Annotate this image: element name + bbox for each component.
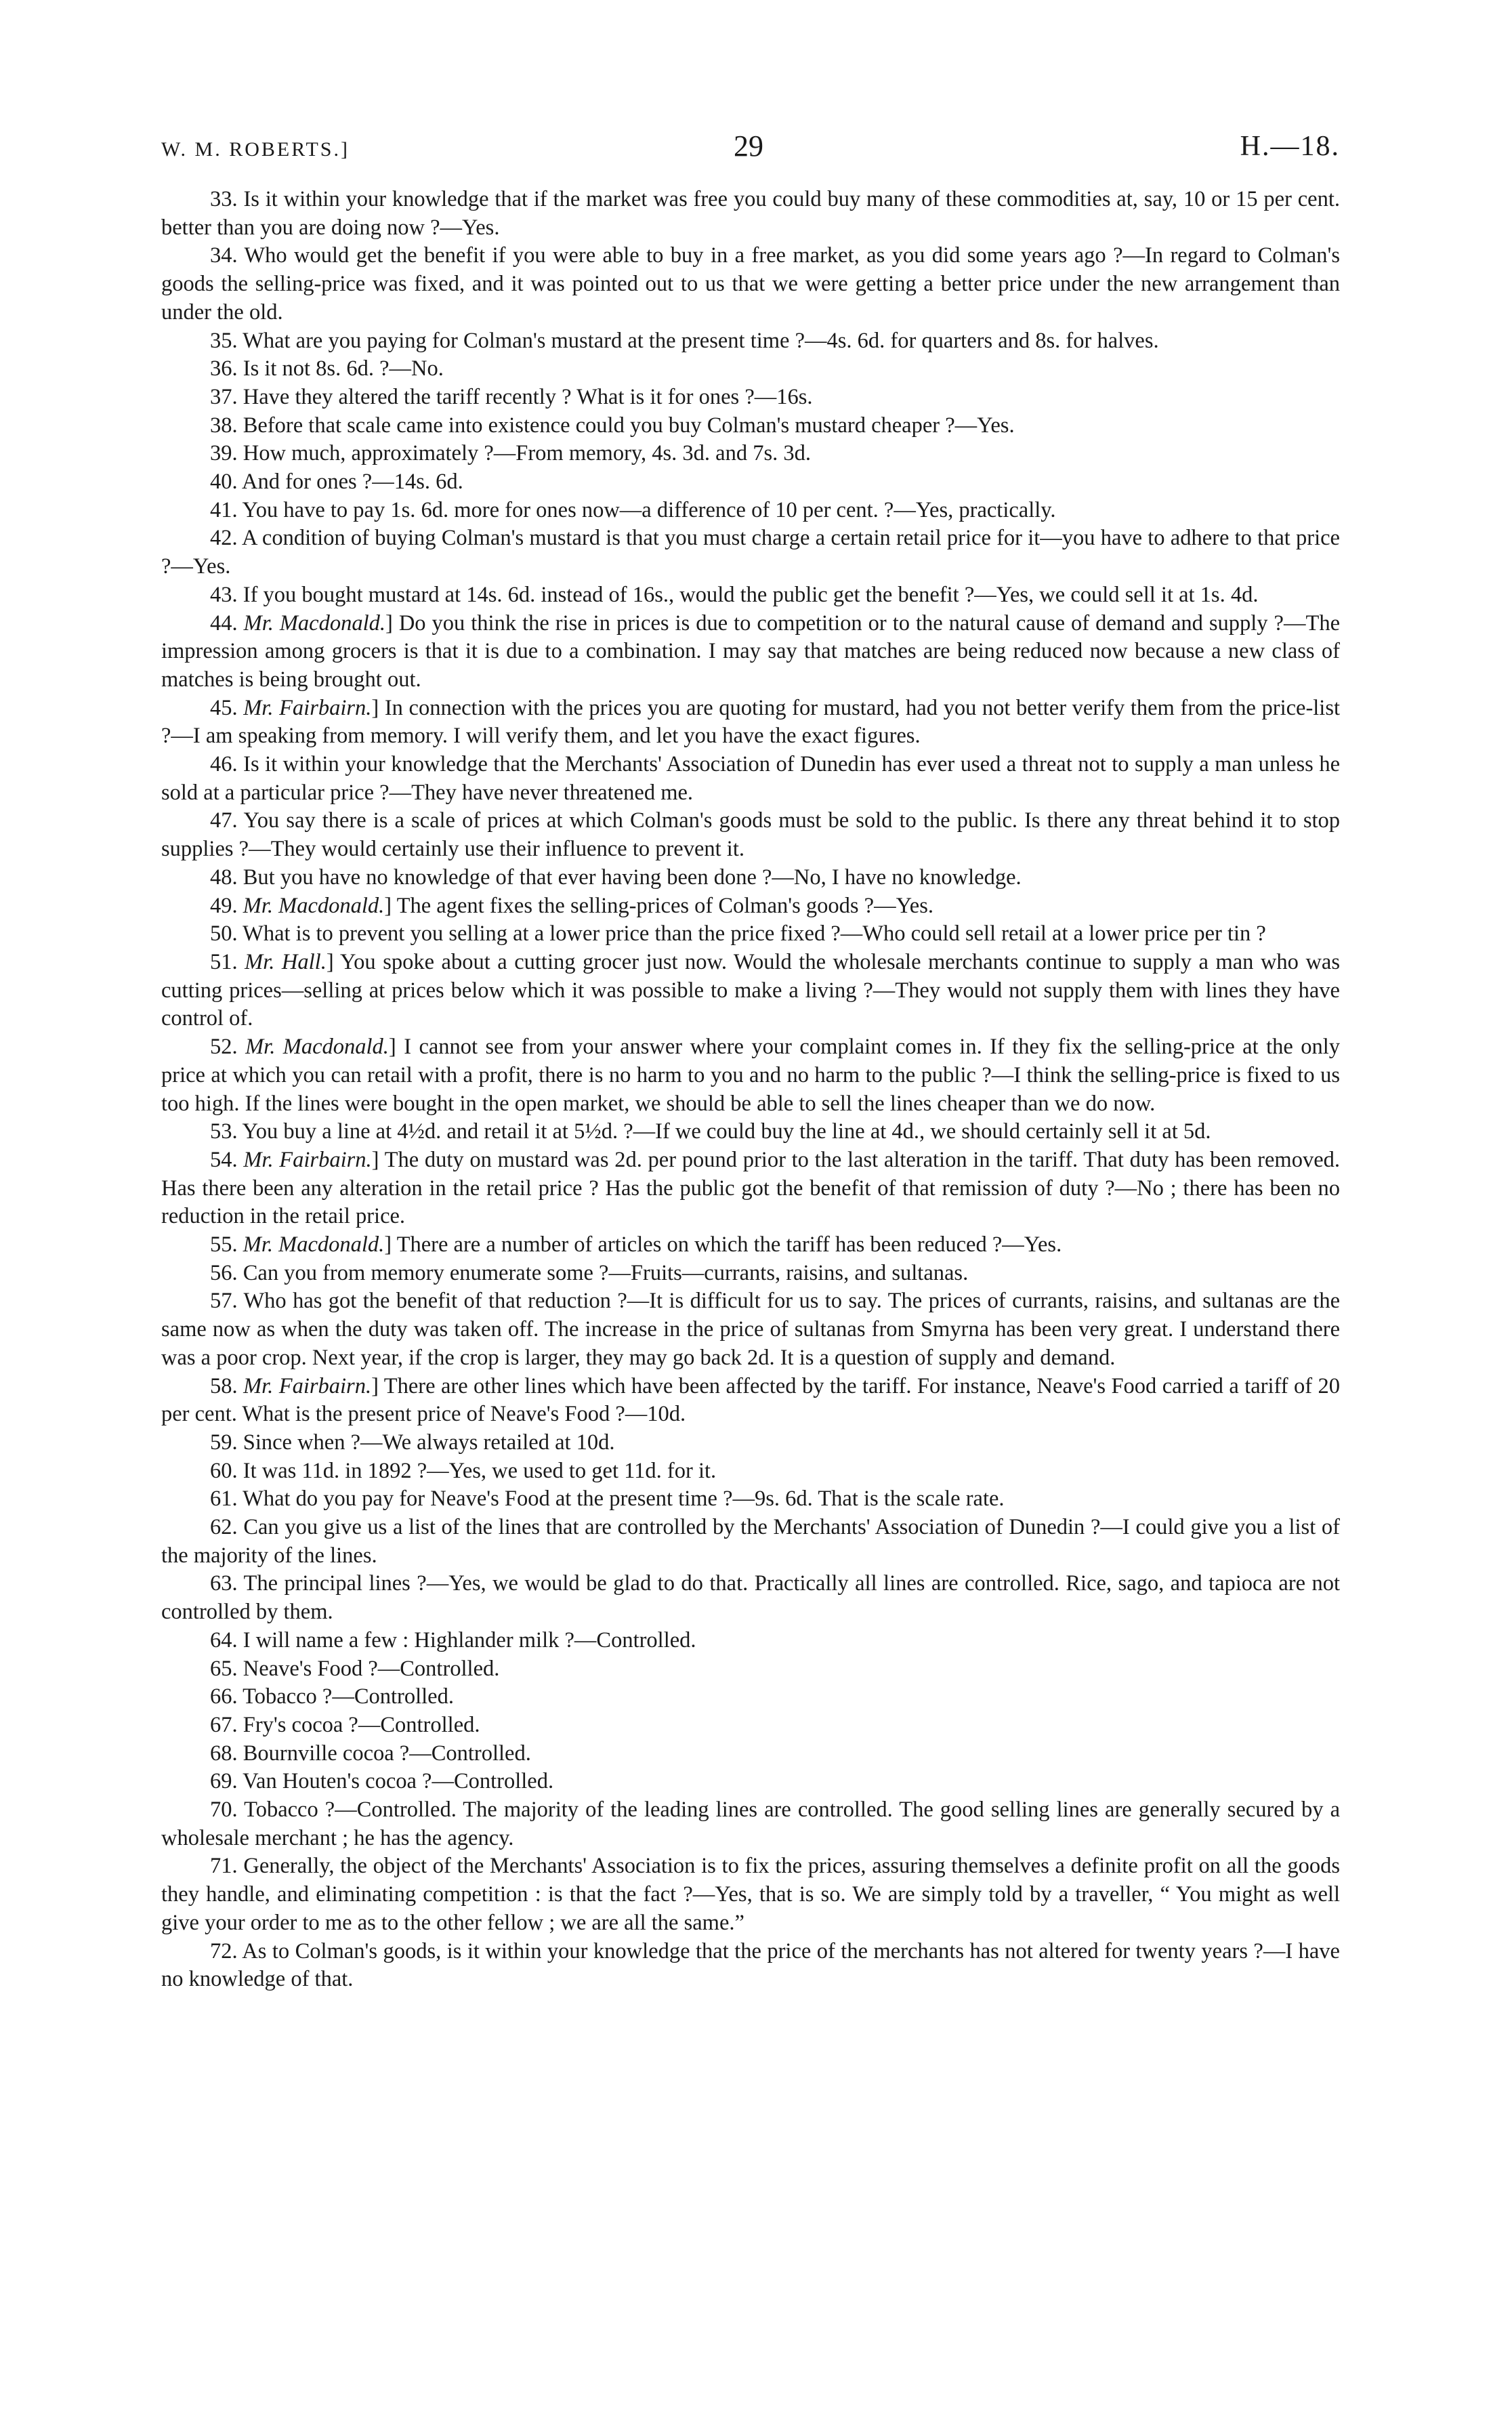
entry-text: Who would get the benefit if you were able to buy in a free market, as you did some years ago ?—In regard to Colman's goods the selling-price was fixed, and it was pointed out to us that we were getting a better price under the new arrangement than under the old. (161, 243, 1340, 325)
entry-text: Is it not 8s. 6d. ?—No. (243, 356, 444, 381)
page-number: 29 (734, 129, 763, 163)
entry-text: In connection with the prices you are quoting for mustard, had you not better verify them from the price-list ?—I am speaking from memory. I will verify them, and let you have the exact figures. (161, 695, 1341, 749)
witness-name: W. M. ROBERTS.] (161, 138, 350, 161)
entry-number: 45. (210, 695, 238, 720)
entry-number: 58. (210, 1373, 238, 1398)
testimony-entry: 49. Mr. Macdonald.] The agent fixes the selling-prices of Colman's goods ?—Yes. (210, 893, 934, 918)
testimony-entry (161, 383, 1340, 412)
testimony-entry (161, 1287, 1340, 1372)
entry-speaker: Mr. Macdonald. (243, 893, 385, 918)
entry-number: 61. (210, 1486, 238, 1512)
testimony-entry: 44. Mr. Macdonald.] Do you think the rise in prices is due to competition or to the natural cause of demand and supply ?—The impression among grocers is that it is due to a combination. I may say that matches are being reduced now because a new class of matches is being brought out. (161, 610, 1340, 692)
entry-text: Do you think the rise in prices is due to competition or to the natural cause of demand and supply ?—The impression among grocers is that it is due to a combination. I may say that matches are being reduced now because a new class of matches is being brought out. (161, 610, 1340, 692)
entry-number: 69. (210, 1769, 238, 1794)
entry-text: Generally, the object of the Merchants' Association is to fix the prices, assuring themselves a definite profit on all the goods they handle, and eliminating competition : is that the fact ?—Yes, that is so. We are simply told by a traveller, “ You might as well give your order to me as to the other fellow ; we are all the same.” (161, 1854, 1341, 1935)
entry-number: 52. (210, 1035, 238, 1060)
entry-text: What is to prevent you selling at a lower price than the price fixed ?—Who could sell retail at a lower price per tin ? (243, 921, 1266, 947)
testimony-entry (161, 751, 1340, 807)
testimony-entry (161, 1938, 1340, 1994)
testimony-entry (161, 186, 1340, 242)
testimony-entry: 58. Mr. Fairbairn.] There are other lines which have been affected by the tariff. For instance, Neave's Food carried a tariff of 20 per cent. What is the present price of Neave's Food ?—10d. (161, 1373, 1341, 1427)
entry-number: 50. (210, 921, 238, 947)
testimony-entry (161, 412, 1340, 440)
entry-number: 51. (210, 949, 238, 974)
entry-text: You have to pay 1s. 6d. more for ones now—a difference of 10 per cent. ?—Yes, practically. (242, 497, 1056, 522)
testimony-entry (161, 1457, 1340, 1486)
entry-number: 44. (210, 610, 238, 636)
entry-speaker: Mr. Fairbairn. (243, 1373, 372, 1398)
entry-number: 63. (210, 1571, 238, 1596)
entry-number: 71. (210, 1854, 238, 1879)
entry-text: And for ones ?—14s. 6d. (241, 470, 463, 495)
testimony-entry: 45. Mr. Fairbairn.] In connection with the prices you are quoting for mustard, had you not better verify them from the price-list ?—I am speaking from memory. I will verify them, and let you have the exact figures. (161, 695, 1341, 749)
testimony-entry (161, 1768, 1340, 1796)
entry-number: 70. (210, 1797, 238, 1823)
entry-number: 38. (210, 413, 238, 438)
entry-text: Tobacco ?—Controlled. The majority of the leading lines are controlled. The good selling lines are generally secured by a wholesale merchant ; he has the agency. (161, 1797, 1340, 1850)
testimony-entry (161, 1260, 1340, 1288)
entry-speaker: Mr. Macdonald. (243, 1232, 385, 1257)
entry-number: 37. (210, 384, 238, 409)
testimony-entry (161, 524, 1340, 581)
entry-text: Before that scale came into existence could you buy Colman's mustard cheaper ?—Yes. (243, 413, 1015, 438)
testimony-entry (161, 242, 1340, 327)
testimony-entry (161, 1485, 1340, 1514)
entry-number: 39. (210, 441, 238, 466)
entry-text: If you bought mustard at 14s. 6d. instead of 16s., would the public get the benefit ?—Yes, we could sell it at 1s. 4d. (243, 582, 1259, 607)
testimony-entry: 54. Mr. Fairbairn.] The duty on mustard was 2d. per pound prior to the last alteration in the tariff. That duty has been removed. Has there been any alteration in the retail price ? Has the public got the benefit of that remission of duty ?—No ; there has been no reduction in the retail price. (161, 1147, 1340, 1229)
entry-text: How much, approximately ?—From memory, 4s. 3d. and 7s. 3d. (243, 441, 812, 466)
entry-text: Is it within your knowledge that if the market was free you could buy many of these commodities at, say, 10 or 15 per cent. better than you are doing now ?—Yes. (161, 187, 1340, 240)
testimony-entry (161, 920, 1340, 949)
entry-speaker: Mr. Fairbairn. (243, 1147, 372, 1172)
document-page (161, 129, 1340, 1994)
entry-text: Fry's cocoa ?—Controlled. (243, 1712, 480, 1737)
entry-text: Tobacco ?—Controlled. (243, 1684, 454, 1709)
document-reference: H.—18. (1240, 131, 1340, 162)
entry-text: Van Houten's cocoa ?—Controlled. (243, 1769, 554, 1794)
entry-text: I will name a few : Highlander milk ?—Controlled. (243, 1627, 696, 1652)
entry-number: 47. (210, 808, 238, 833)
entry-number: 68. (210, 1741, 238, 1766)
entry-number: 48. (210, 865, 238, 890)
entry-text: Can you give us a list of the lines that are controlled by the Merchants' Association of Dunedin ?—I could give you a list of the majority of the lines. (161, 1515, 1340, 1568)
entry-text: I cannot see from your answer where your complaint comes in. If they fix the selling-price at the only price at which you can retail with a profit, there is no harm to you and no harm to the public ?—I think the selling-price is fixed to us too high. If the lines were bought in the open market, we should be able to sell the lines cheaper than we do now. (161, 1035, 1341, 1116)
entry-text: The agent fixes the selling-prices of Colman's goods ?—Yes. (396, 893, 934, 918)
entry-text: You say there is a scale of prices at which Colman's goods must be sold to the public. Is there any threat behind it to stop supplies ?—They would certainly use their influence to prevent it. (161, 808, 1340, 862)
testimony-entry (161, 440, 1340, 468)
entry-number: 72. (210, 1938, 238, 1963)
entry-text: You spoke about a cutting grocer just now. Would the wholesale merchants continue to supply a man who was cutting prices—selling at prices below which it was possible to make a living ?—They would not supply them with lines they have control of. (161, 949, 1340, 1031)
testimony-entry (161, 1429, 1340, 1457)
page-header (161, 129, 1340, 176)
entry-text: It was 11d. in 1892 ?—Yes, we used to get 11d. for it. (243, 1458, 717, 1483)
entry-speaker: Mr. Macdonald. (243, 610, 386, 636)
entry-number: 59. (210, 1430, 238, 1455)
testimony-entry (161, 497, 1340, 525)
testimony-entry: 55. Mr. Macdonald.] There are a number of articles on which the tariff has been reduced ?—Yes. (210, 1232, 1062, 1257)
entry-number: 55. (210, 1232, 238, 1257)
entry-number: 66. (210, 1684, 238, 1709)
entry-number: 35. (210, 328, 238, 353)
entry-text: Since when ?—We always retailed at 10d. (243, 1430, 615, 1455)
entry-number: 67. (210, 1712, 238, 1737)
entry-number: 64. (210, 1627, 238, 1652)
entry-number: 65. (210, 1656, 238, 1681)
entry-number: 56. (210, 1260, 238, 1285)
entry-number: 54. (210, 1147, 238, 1172)
testimony-entry (161, 1796, 1340, 1852)
entry-speaker: Mr. Hall. (245, 949, 327, 974)
entry-text: What are you paying for Colman's mustard at the present time ?—4s. 6d. for quarters and 8s. for halves. (243, 328, 1159, 353)
entry-text: The duty on mustard was 2d. per pound prior to the last alteration in the tariff. That duty has been removed. Has there been any alteration in the retail price ? Has the public got the benefit of that remission of duty ?—No ; there has been no reduction in the retail price. (161, 1147, 1340, 1229)
entry-number: 46. (210, 752, 238, 777)
entry-number: 49. (210, 893, 238, 918)
entry-text: Neave's Food ?—Controlled. (243, 1656, 500, 1681)
testimony-entry (161, 1118, 1340, 1146)
entry-number: 60. (210, 1458, 238, 1483)
entry-number: 53. (210, 1119, 238, 1144)
testimony-entry (161, 1711, 1340, 1740)
testimony-entry (161, 1627, 1340, 1655)
testimony-entry (161, 581, 1340, 610)
testimony-entry (161, 864, 1340, 892)
entry-text: Who has got the benefit of that reduction ?—It is difficult for us to say. The prices of currants, raisins, and sultanas are the same now as when the duty was taken off. The increase in the price of sultanas from Smyrna has been very great. I understand there was a poor crop. Next year, if the crop is larger, they may go back 2d. It is a question of supply and demand. (161, 1289, 1340, 1370)
entry-number: 62. (210, 1515, 238, 1540)
testimony-entry (161, 468, 1340, 497)
testimony-entry (161, 1683, 1340, 1711)
entry-number: 33. (210, 187, 238, 211)
entry-text: There are other lines which have been affected by the tariff. For instance, Neave's Food carried a tariff of 20 per cent. What is the present price of Neave's Food ?—10d. (161, 1373, 1341, 1427)
testimony-entry (161, 355, 1340, 383)
entry-text: Can you from memory enumerate some ?—Fruits—currants, raisins, and sultanas. (243, 1260, 969, 1285)
entry-number: 57. (210, 1289, 238, 1314)
entry-text: Is it within your knowledge that the Merchants' Association of Dunedin has ever used a threat not to supply a man unless he sold at a particular price ?—They have never threatened me. (161, 752, 1340, 805)
testimony-body (161, 186, 1340, 1994)
entry-text: A condition of buying Colman's mustard is that you must charge a certain retail price for it—you have to adhere to that price ?—Yes. (161, 526, 1340, 579)
entry-number: 42. (210, 526, 238, 551)
entry-text: But you have no knowledge of that ever having been done ?—No, I have no knowledge. (243, 865, 1022, 890)
entry-number: 43. (210, 582, 238, 607)
entry-text: As to Colman's goods, is it within your knowledge that the price of the merchants has not altered for twenty years ?—I have no knowledge of that. (161, 1938, 1340, 1992)
entry-speaker: Mr. Macdonald. (245, 1035, 389, 1060)
entry-number: 36. (210, 356, 238, 381)
entry-text: Have they altered the tariff recently ? What is it for ones ?—16s. (243, 384, 813, 409)
entry-text: What do you pay for Neave's Food at the present time ?—9s. 6d. That is the scale rate. (243, 1486, 1005, 1512)
testimony-entry (161, 807, 1340, 863)
testimony-entry (161, 1852, 1340, 1937)
entry-speaker: Mr. Fairbairn. (243, 695, 372, 720)
entry-number: 41. (210, 497, 238, 522)
entry-text: The principal lines ?—Yes, we would be glad to do that. Practically all lines are controlled. Rice, sago, and tapioca are not controlled by them. (161, 1571, 1340, 1625)
testimony-entry (161, 1570, 1340, 1626)
testimony-entry (161, 1514, 1340, 1570)
testimony-entry (161, 327, 1340, 356)
entry-text: Bournville cocoa ?—Controlled. (243, 1741, 531, 1766)
testimony-entry (161, 1655, 1340, 1684)
testimony-entry: 51. Mr. Hall.] You spoke about a cutting grocer just now. Would the wholesale merchants continue to supply a man who was cutting prices—selling at prices below which it was possible to make a living ?—They would not supply them with lines they have control of. (161, 949, 1340, 1031)
entry-text: You buy a line at 4½d. and retail it at 5½d. ?—If we could buy the line at 4d., we should certainly sell it at 5d. (242, 1119, 1211, 1144)
entry-number: 34. (210, 243, 238, 268)
entry-text: There are a number of articles on which the tariff has been reduced ?—Yes. (396, 1232, 1062, 1257)
testimony-entry: 52. Mr. Macdonald.] I cannot see from your answer where your complaint comes in. If they fix the selling-price at the only price at which you can retail with a profit, there is no harm to you and no harm to the public ?—I think the selling-price is fixed to us too high. If the lines were bought in the open market, we should be able to sell the lines cheaper than we do now. (161, 1035, 1341, 1116)
entry-number: 40. (210, 470, 238, 495)
testimony-entry (161, 1740, 1340, 1768)
